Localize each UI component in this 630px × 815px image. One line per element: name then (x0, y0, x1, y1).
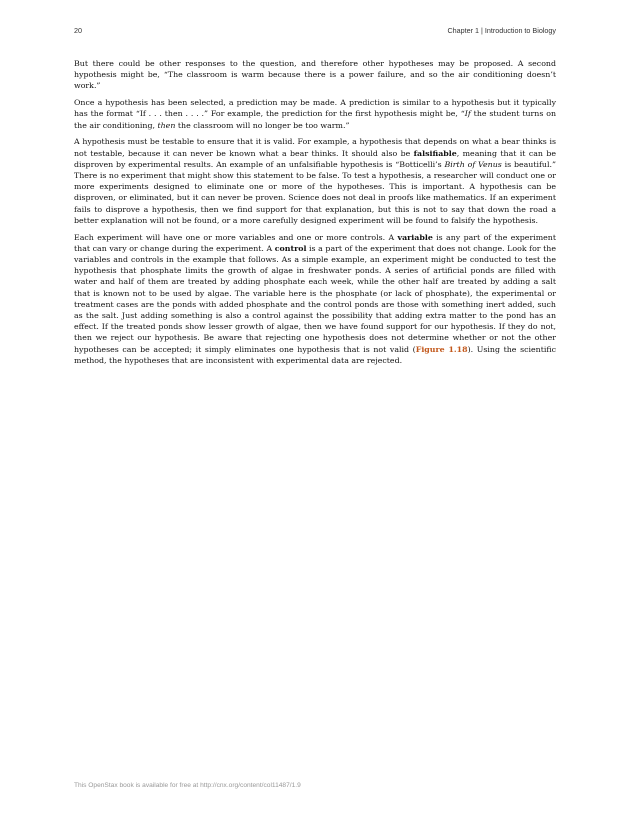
text-run: is a part of the experiment that does not change. Look for the variables and controls in the example that follows. As a simple example, an experiment might be conducted to test the hypothesis that phosphate limits the growth of algae in freshwater ponds. A series of artificial ponds are filled with water and half of them are treated by adding phosphate each week, while the other half are treated by adding a salt that is known not to be used by algae. The variable here is the phosphate (or lack of phosphate), the experimental or treatment cases are the ponds with added phosphate and the control ponds are those with something inert added, such as the salt. Just adding something is also a control against the possibility that adding extra matter to the pond has an effect. If the treated ponds show lesser growth of algae, then we have found support for our hypothesis. If they do not, then we reject our hypothesis. Be aware that rejecting one hypothesis does not determine whether or not the other hypotheses can be accepted; it simply eliminates one hypothesis that is not valid ( (74, 243, 556, 354)
paragraph-testable (74, 136, 556, 226)
text-run: A hypothesis must be testable to ensure that it is valid. For example, a hypothesis that depends on what a bear thinks is not testable, because it can never be known what a bear thinks. It should also be (74, 137, 556, 158)
chapter-title: Chapter 1 | Introduction to Biology (447, 26, 556, 35)
text-run: is any part of the experiment that can vary or change during the experiment. A (74, 232, 556, 253)
figure-link[interactable]: Figure 1.18 (415, 344, 468, 354)
text-run: Each experiment will have one or more variables and one or more controls. A (74, 232, 398, 242)
body-text (74, 58, 556, 372)
paragraph-alternative-hypotheses (74, 58, 556, 92)
then-emphasis: then (157, 120, 176, 130)
text-run: the classroom will no longer be too warm.” (175, 120, 350, 130)
artwork-title: Birth of Venus (444, 159, 502, 169)
if-emphasis: If (464, 109, 471, 119)
text-run: the student turns on the air conditioning, (74, 109, 556, 130)
paragraph-prediction (74, 97, 556, 131)
text-run: is beautiful.” There is no experiment that might show this statement to be false. To test a hypothesis, a researcher will conduct one or more experiments designed to eliminate one or more of the hypotheses. This is important. A hypothesis can be disproven, or eliminated, but it can never be proven. Science does not deal in proofs like mathematics. If an experiment fails to disprove a hypothesis, then we find support for that explanation, but this is not to say that down the road a better explanation will not be found, or a more carefully designed experiment will be found to falsify the hypothesis. (74, 159, 556, 225)
term-variable: variable (397, 232, 433, 242)
paragraph-text: But there could be other responses to the question, and therefore other hypotheses may be proposed. A second hypothesis might be, “The classroom is warm because there is a power failure, and so the air conditioning doesn’t work.” (74, 59, 556, 91)
term-falsifiable: falsifiable (413, 148, 457, 158)
page-header (74, 26, 556, 36)
text-run: ). Using the scientific method, the hypotheses that are inconsistent with experimental data are rejected. (74, 344, 556, 365)
term-control: control (274, 243, 307, 253)
text-run: Once a hypothesis has been selected, a prediction may be made. A prediction is similar to a hypothesis but it typically has the format “If . . . then . . . .” For example, the prediction for the first hypothesis might be, “ (74, 98, 556, 119)
text-run: , meaning that it can be disproven by experimental results. An example of an unfalsifiable hypothesis is “Botticelli’s (74, 148, 556, 169)
page-number: 20 (74, 26, 82, 35)
page-footer: This OpenStax book is available for free at http://cnx.org/content/col11487/1.9 (74, 782, 301, 789)
paragraph-variables-controls (74, 232, 556, 366)
